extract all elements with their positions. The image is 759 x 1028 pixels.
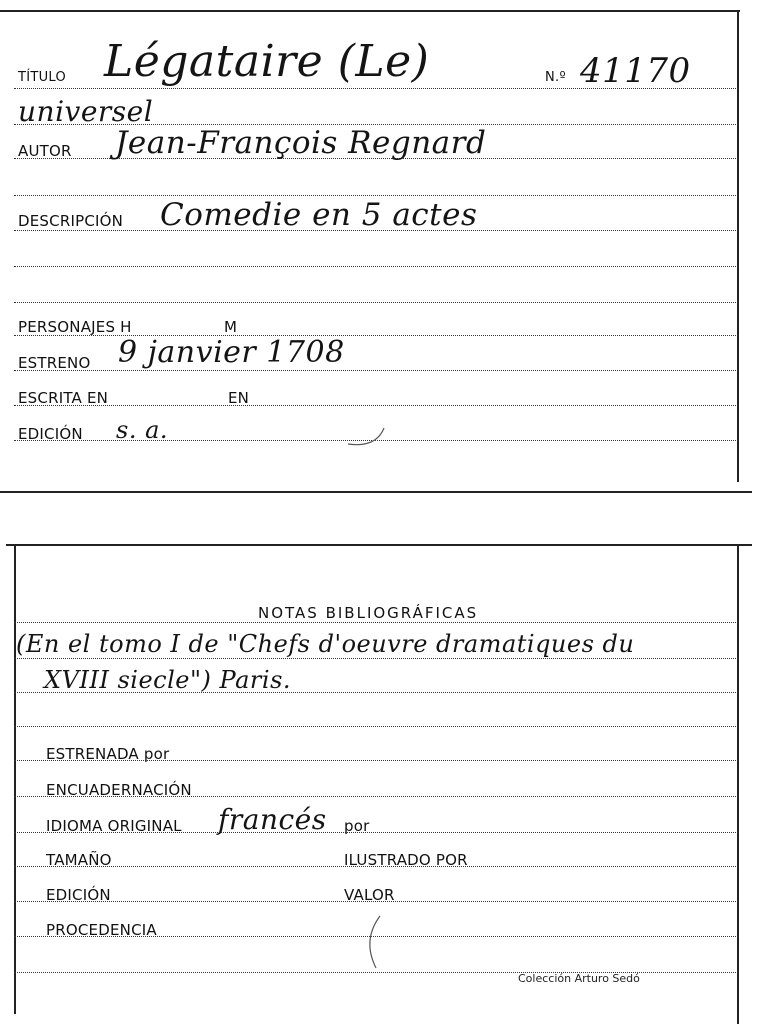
ilustrado-label: ILUSTRADO POR xyxy=(344,851,468,869)
card-back-right-border xyxy=(737,544,739,1024)
estreno-label: ESTRENO xyxy=(18,354,91,372)
edicion-label: EDICIÓN xyxy=(18,425,83,443)
collection-footer: Colección Arturo Sedó xyxy=(518,972,640,985)
estrenada-label: ESTRENADA por xyxy=(46,745,170,763)
notes-line1: (En el tomo I de "Chefs d'oeuvre dramatiques du xyxy=(16,630,635,658)
rule-estreno xyxy=(14,370,738,371)
personajes-label: PERSONAJES H xyxy=(18,318,132,336)
card-back-top-border xyxy=(6,544,752,546)
rule-blank-4 xyxy=(14,726,738,727)
card-back-left-border xyxy=(14,544,16,1014)
edicion-back-label: EDICIÓN xyxy=(46,886,111,904)
card-front-top-border xyxy=(0,10,740,12)
card-front-bottom-border xyxy=(0,491,752,493)
rule-notes-1 xyxy=(14,658,738,659)
numero-label: N.º xyxy=(545,70,566,85)
titulo-line2-value: universel xyxy=(18,95,154,128)
autor-value: Jean-François Regnard xyxy=(115,125,487,161)
rule-blank-3 xyxy=(14,302,738,303)
idioma-por-label: por xyxy=(344,817,370,835)
punch-hole-mark-back xyxy=(360,912,400,972)
rule-heading xyxy=(14,622,738,623)
titulo-label: TÍTULO xyxy=(18,70,67,85)
edicion-value: s. a. xyxy=(116,416,169,444)
escrita-label: ESCRITA EN xyxy=(18,389,109,407)
escrita-en2-label: EN xyxy=(228,389,250,407)
valor-label: VALOR xyxy=(344,886,395,904)
catalog-card-back xyxy=(0,536,759,1028)
notas-heading: NOTAS BIBLIOGRÁFICAS xyxy=(258,604,479,622)
procedencia-label: PROCEDENCIA xyxy=(46,921,157,939)
numero-value: 41170 xyxy=(580,51,691,91)
card-front-right-border xyxy=(737,10,739,482)
estreno-value: 9 janvier 1708 xyxy=(118,335,345,370)
catalog-card-front xyxy=(0,0,759,495)
encuadernacion-label: ENCUADERNACIÓN xyxy=(46,781,192,799)
tamano-label: TAMAÑO xyxy=(46,851,112,869)
idioma-label: IDIOMA ORIGINAL xyxy=(46,817,182,835)
titulo-value: Légataire (Le) xyxy=(104,36,430,87)
autor-label: AUTOR xyxy=(18,142,72,160)
descripcion-label: DESCRIPCIÓN xyxy=(18,212,124,230)
idioma-value: francés xyxy=(218,803,327,836)
punch-hole-mark xyxy=(346,392,386,452)
notes-line2: XVIII siecle") Paris. xyxy=(44,666,292,694)
personajes-m-label: M xyxy=(224,318,238,336)
descripcion-value: Comedie en 5 actes xyxy=(160,197,478,233)
rule-blank-1 xyxy=(14,195,738,196)
rule-blank-2 xyxy=(14,266,738,267)
